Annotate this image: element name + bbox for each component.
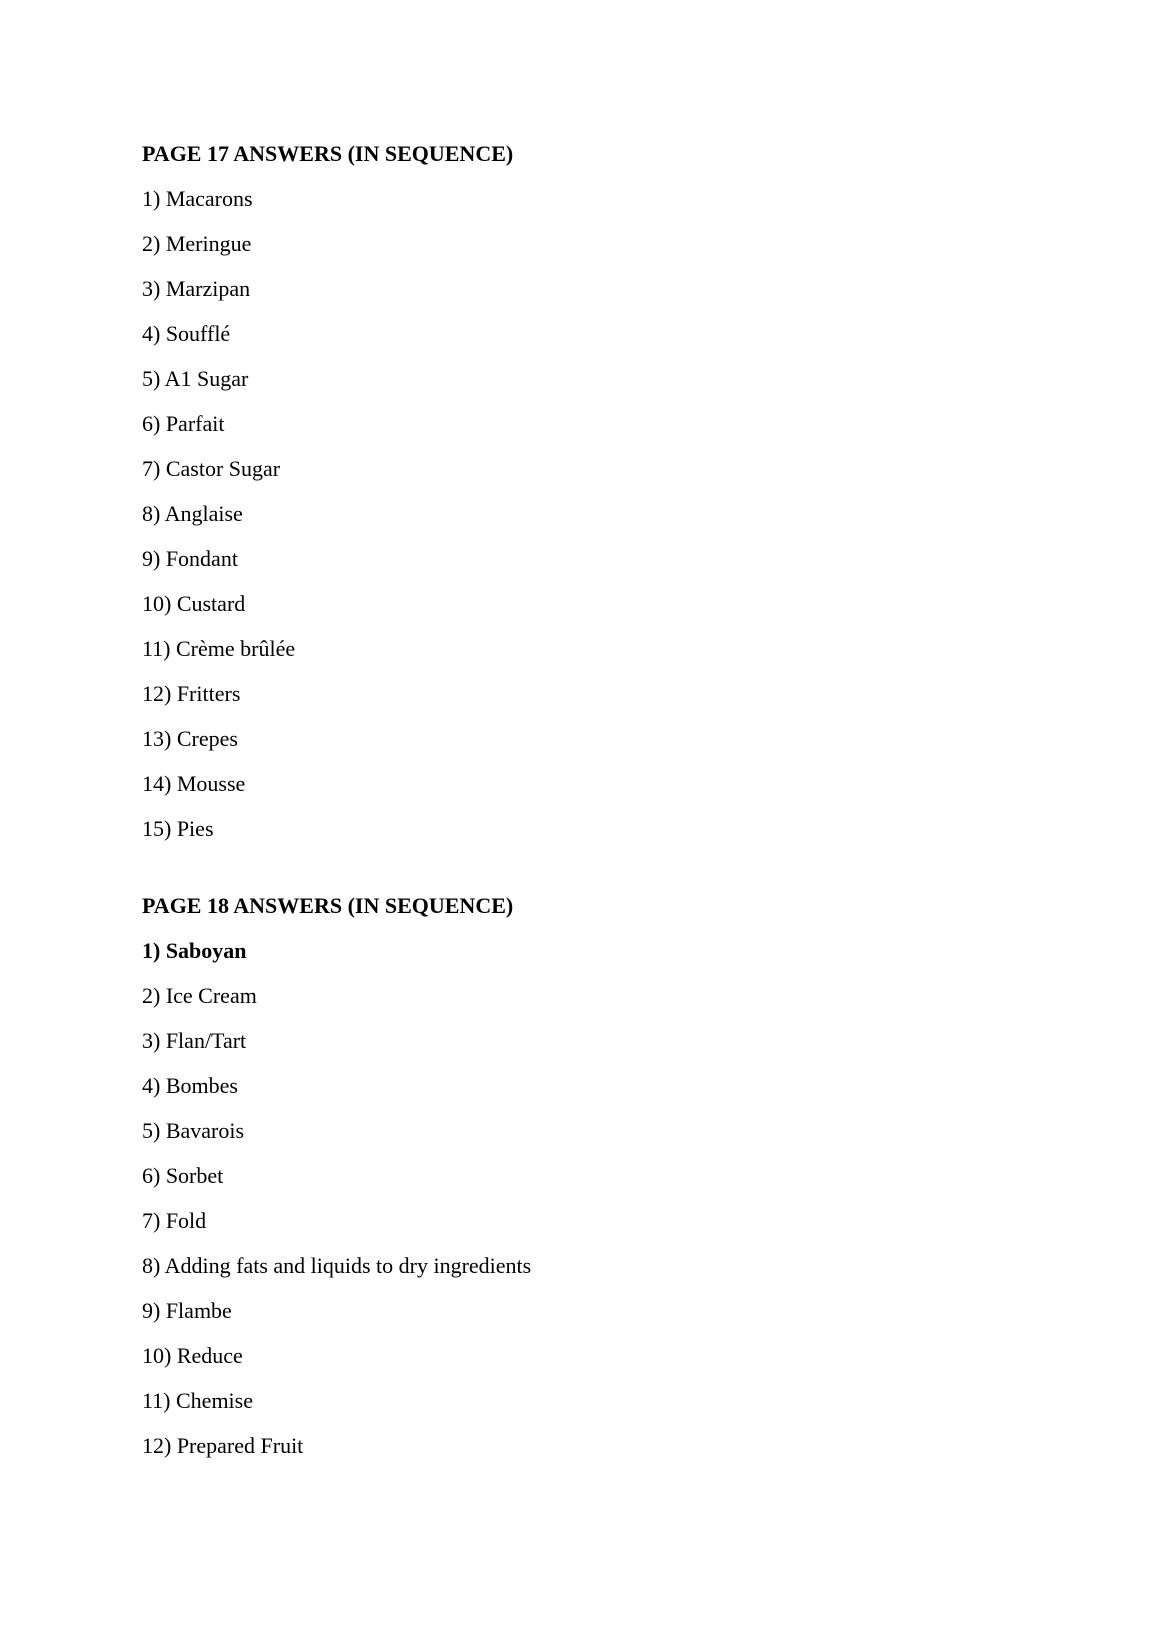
answer-item: 12) Fritters — [142, 681, 241, 706]
answer-item: 9) Fondant — [142, 546, 238, 571]
section-page-18-answers — [142, 890, 1042, 1462]
answer-item: 4) Soufflé — [142, 321, 231, 346]
answer-item: 3) Flan/Tart — [142, 1028, 247, 1053]
answer-item: 2) Meringue — [142, 231, 252, 256]
answer-item: 6) Parfait — [142, 411, 225, 436]
answer-item: 8) Adding fats and liquids to dry ingredients — [142, 1253, 532, 1278]
answer-item: 5) Bavarois — [142, 1118, 245, 1143]
section-spacer — [142, 858, 1042, 890]
answer-item: 1) Saboyan — [142, 938, 247, 963]
answer-item: 3) Marzipan — [142, 276, 251, 301]
answer-item: 2) Ice Cream — [142, 983, 257, 1008]
answer-item: 13) Crepes — [142, 726, 238, 751]
answer-item: 11) Crème brûlée — [142, 636, 296, 661]
answer-item: 11) Chemise — [142, 1388, 253, 1413]
answer-list — [142, 935, 1042, 1462]
section-page-17-answers — [142, 138, 1042, 845]
answer-item: 9) Flambe — [142, 1298, 232, 1323]
answer-item: 15) Pies — [142, 816, 214, 841]
answer-item: 1) Macarons — [142, 186, 253, 211]
answer-item: 12) Prepared Fruit — [142, 1433, 304, 1458]
section-heading: PAGE 17 ANSWERS (IN SEQUENCE) — [142, 141, 514, 166]
section-heading: PAGE 18 ANSWERS (IN SEQUENCE) — [142, 893, 514, 918]
answer-item: 5) A1 Sugar — [142, 366, 249, 391]
answer-item: 7) Fold — [142, 1208, 207, 1233]
answer-item: 4) Bombes — [142, 1073, 238, 1098]
answer-item: 10) Reduce — [142, 1343, 243, 1368]
answer-list — [142, 183, 1042, 845]
document-page — [142, 138, 1042, 1475]
answer-item: 14) Mousse — [142, 771, 246, 796]
answer-item: 10) Custard — [142, 591, 246, 616]
answer-item: 6) Sorbet — [142, 1163, 224, 1188]
answer-item: 8) Anglaise — [142, 501, 243, 526]
answer-item: 7) Castor Sugar — [142, 456, 281, 481]
